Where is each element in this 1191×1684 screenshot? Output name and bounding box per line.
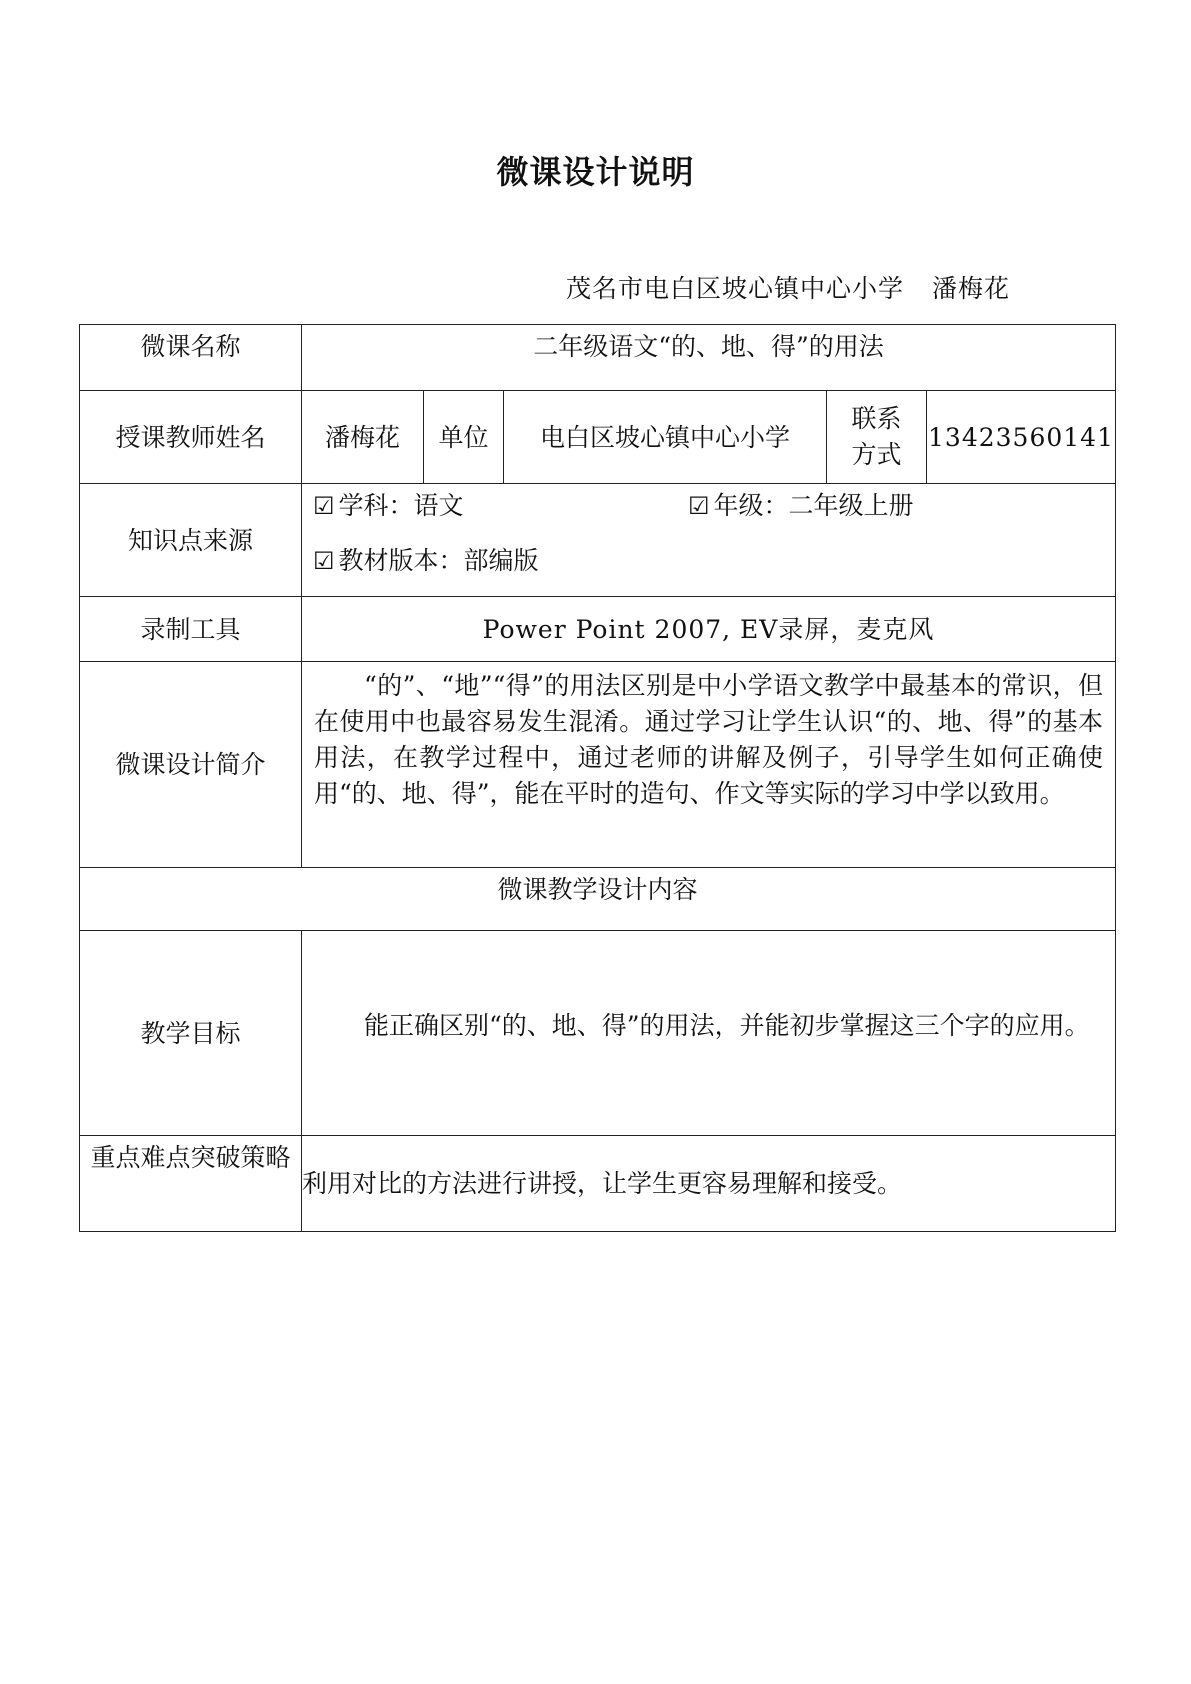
source-value-cell: [302, 484, 1116, 597]
row-section-header: [80, 868, 1116, 931]
source-label: 知识点来源: [80, 484, 302, 597]
row-teaching-goal: [80, 931, 1116, 1136]
checkbox-checked-icon: ☑: [688, 492, 710, 520]
source-items: [302, 484, 1115, 596]
tool-value: Power Point 2007, EV录屏，麦克风: [302, 597, 1116, 662]
contact-label-cell: [827, 391, 927, 484]
section-header: 微课教学设计内容: [80, 868, 1116, 931]
key-label: 重点难点突破策略: [80, 1136, 302, 1232]
author-school: 茂名市电白区坡心镇中心小学: [565, 274, 904, 303]
row-design-intro: [80, 662, 1116, 868]
goal-value-cell: [302, 931, 1116, 1136]
unit-value: 电白区坡心镇中心小学: [504, 391, 827, 484]
source-edition-text: 教材版本：部编版: [338, 546, 539, 575]
contact-label: 联系方式: [851, 404, 902, 469]
key-value: 利用对比的方法进行讲授，让学生更容易理解和接受。: [302, 1136, 1116, 1232]
document-title: 微课设计说明: [496, 153, 695, 191]
contact-value: 13423560141: [927, 391, 1116, 484]
row-course-name: [80, 325, 1116, 391]
source-item-edition: [313, 543, 539, 579]
unit-label: 单位: [424, 391, 504, 484]
intro-value-cell: [302, 662, 1116, 868]
checkbox-checked-icon: ☑: [313, 547, 335, 575]
course-info-table: [79, 324, 1116, 1232]
goal-value: 能正确区别“的、地、得”的用法，并能初步掌握这三个字的应用。: [364, 1011, 1090, 1040]
row-recording-tool: [80, 597, 1116, 662]
teacher-value: 潘梅花: [302, 391, 424, 484]
row-teacher: [80, 391, 1116, 484]
tool-label: 录制工具: [80, 597, 302, 662]
author-name: 潘梅花: [931, 274, 1010, 303]
source-item-subject: [313, 488, 464, 524]
checkbox-checked-icon: ☑: [313, 492, 335, 520]
goal-label: 教学目标: [80, 931, 302, 1136]
source-grade-text: 年级：二年级上册: [713, 491, 914, 520]
source-subject-text: 学科：语文: [338, 491, 464, 520]
course-name-label: 微课名称: [80, 325, 302, 391]
row-knowledge-source: [80, 484, 1116, 597]
intro-value: “的”、“地”“得”的用法区别是中小学语文教学中最基本的常识，但在使用中也最容易发生混淆。通过学习让学生认识“的、地、得”的基本用法，在教学过程中，通过老师的讲解及例子，引导学生如何正确使用“的、地、得”，能在平时的造句、作文等实际的学习中学以致用。: [314, 671, 1104, 808]
intro-label: 微课设计简介: [80, 662, 302, 868]
row-key-strategy: [80, 1136, 1116, 1232]
course-name-value: 二年级语文“的、地、得”的用法: [302, 325, 1116, 391]
teacher-label: 授课教师姓名: [80, 391, 302, 484]
source-item-grade: [688, 488, 914, 524]
author-line: [0, 269, 1010, 305]
